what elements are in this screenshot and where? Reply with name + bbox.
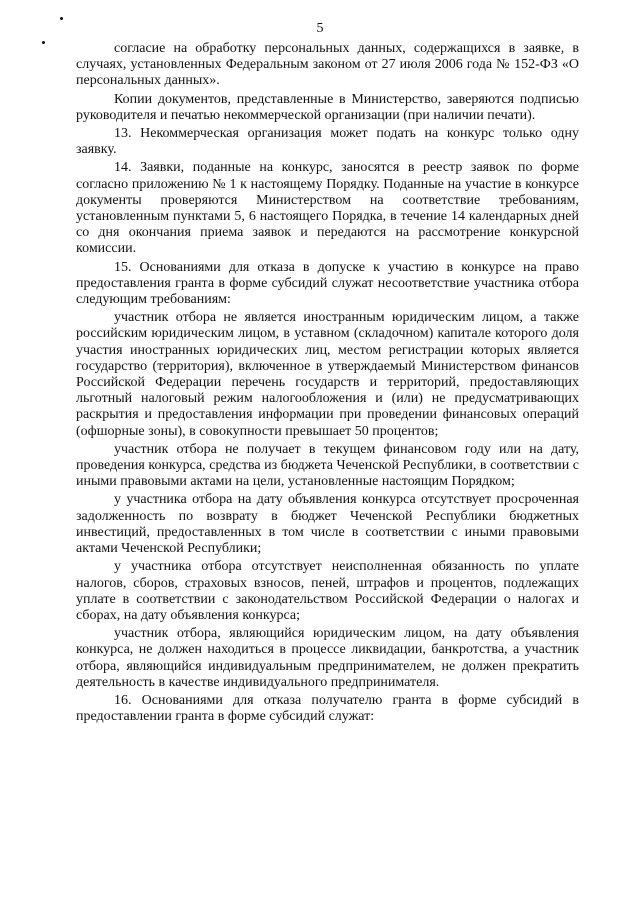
page-number: 5 <box>316 21 324 36</box>
requirement-foreign-entity: участник отбора не является иностранным юридическим лицом, а также российским юридическим лицом, в уставном (складочном) капитале которого доля участия иностранных юридических лиц, местом регистрации которых является государство (территория), включенное в утверждаемый Министерством финансов Российской Федерации перечень государств и территорий, предоставляющих льготный налоговый режим налогообложения и (или) не предусматривающих раскрытия и предоставления информации при проведении финансовых операций (офшорные зоны), в совокупности превышает 50 процентов; <box>76 310 579 439</box>
scan-mark <box>60 17 63 20</box>
requirement-no-budget-funds: участник отбора не получает в текущем финансовом году или на дату, проведения конкурса, средства из бюджета Чеченской Республики, в соответствии с иными правовыми актами на цели, установленные настоящим Порядком; <box>76 441 579 490</box>
paragraph-15: 15. Основаниями для отказа в допуске к участию в конкурсе на право предоставления гранта в форме субсидий служат несоответствие участника отбора следующим требованиям: <box>76 259 579 308</box>
paragraph-consent: согласие на обработку персональных данных, содержащихся в заявке, в случаях, установленных Федеральным законом от 27 июля 2006 года № 152-ФЗ «О персональных данных». <box>76 41 579 89</box>
requirement-no-tax-debt: у участника отбора отсутствует неисполненная обязанность по уплате налогов, сборов, страховых взносов, пеней, штрафов и процентов, подлежащих уплате в соответствии с законодательством Российской Федерации о налогах и сборах, на дату объявления конкурса; <box>76 559 579 623</box>
requirement-not-liquidated: участник отбора, являющийся юридическим лицом, на дату объявления конкурса, не должен находиться в процессе ликвидации, банкротства, а участник отбора, являющийся индивидуальным предпринимателем, не должен прекратить деятельность в качестве индивидуального предпринимателя. <box>76 626 579 690</box>
scan-mark <box>42 41 45 44</box>
paragraph-16: 16. Основаниями для отказа получателю гранта в форме субсидий в предоставлении гранта в форме субсидий служат: <box>76 692 579 725</box>
paragraph-copies: Копии документов, представленные в Министерство, заверяются подписью руководителя и печатью некоммерческой организации (при наличии печати). <box>76 91 579 123</box>
requirement-no-overdue-debt: у участника отбора на дату объявления конкурса отсутствует просроченная задолженность по возврату в бюджет Чеченской Республики бюджетных инвестиций, предоставленных в том числе в соответствии с иными правовыми актами Чеченской Республики; <box>76 492 579 557</box>
paragraph-13: 13. Некоммерческая организация может подать на конкурс только одну заявку. <box>76 126 579 158</box>
paragraph-14: 14. Заявки, поданные на конкурс, заносятся в реестр заявок по форме согласно приложению № 1 к настоящему Порядку. Поданные на участие в конкурсе документы проверяются Министерством на соответствие требованиям, установленным пунктами 5, 6 настоящего Порядка, в течение 14 календарных дней со дня окончания приема заявок и передаются на рассмотрение конкурсной комиссии. <box>76 160 579 257</box>
document-body <box>76 41 579 727</box>
